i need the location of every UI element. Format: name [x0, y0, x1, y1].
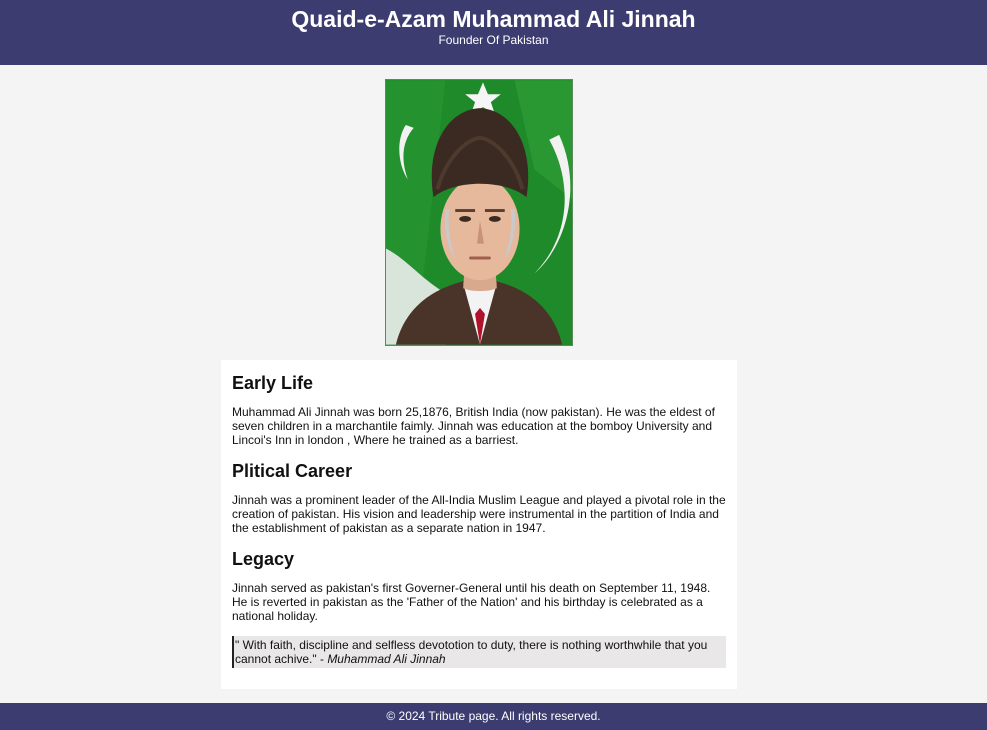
page-title: Quaid-e-Azam Muhammad Ali Jinnah [291, 6, 696, 32]
site-footer [0, 703, 987, 730]
site-header [0, 0, 987, 65]
quote-box [232, 636, 726, 668]
section-early-life [232, 372, 726, 447]
content-card [221, 360, 737, 689]
section-text: Jinnah was a prominent leader of the All-India Muslim League and played a pivotal role in the creation of pakistan. His vision and leadership were instrumental in the partition of India and the establishment of pakistan as a separate nation in 1947. [232, 493, 726, 535]
section-heading: Early Life [232, 373, 314, 393]
section-heading: Legacy [232, 549, 295, 569]
quote-author: Muhammad Ali Jinnah [327, 652, 446, 666]
quote-text: " With faith, discipline and selfless devototion to duty, there is nothing worthwhile that you cannot achive." - [235, 638, 708, 666]
section-political-career [232, 460, 726, 535]
portrait-image [385, 79, 573, 346]
footer-text: © 2024 Tribute page. All rights reserved. [386, 709, 601, 723]
section-text: Jinnah served as pakistan's first Governer-General until his death on September 11, 1948. He is reverted in pakistan as the 'Father of the Nation' and his birthday is celebrated as a national holiday. [232, 581, 711, 623]
section-legacy [232, 548, 726, 623]
section-text: Muhammad Ali Jinnah was born 25,1876, British India (now pakistan). He was the eldest of seven children in a marchantile faimly. Jinnah was education at the bomboy University and Lincoi's Inn in london , Where he trained as a barriest. [232, 405, 715, 447]
portrait-illustration [386, 80, 572, 345]
page-subtitle: Founder Of Pakistan [438, 33, 549, 47]
section-heading: Plitical Career [232, 461, 353, 481]
